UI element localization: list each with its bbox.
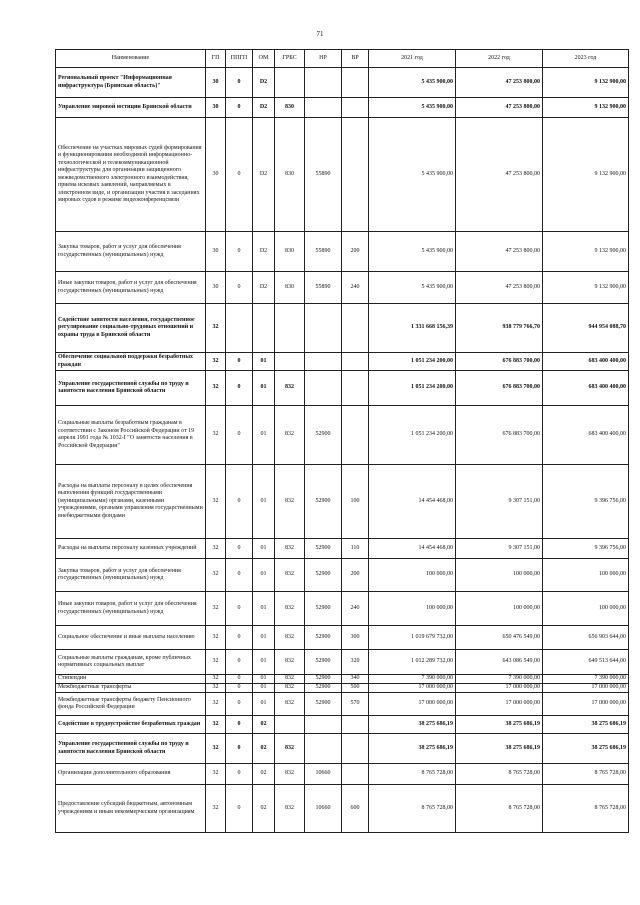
cell-y2023: 944 954 088,70 xyxy=(543,304,629,353)
cell-y2021: 1 331 668 156,39 xyxy=(369,304,456,353)
cell-nr: 55890 xyxy=(305,118,342,232)
table-row xyxy=(56,592,629,626)
cell-name: Социальные выплаты гражданам, кроме публичных нормативных социальных выплат xyxy=(56,650,206,675)
cell-ppgp: 0 xyxy=(226,232,253,272)
cell-nr: 52900 xyxy=(305,650,342,675)
cell-ppgp: 0 xyxy=(226,559,253,592)
cell-gp: 30 xyxy=(206,232,226,272)
cell-y2023: 649 513 644,00 xyxy=(543,650,629,675)
cell-y2023: 683 400 400,00 xyxy=(543,371,629,406)
cell-nr xyxy=(305,716,342,734)
cell-gp: 32 xyxy=(206,465,226,539)
cell-y2021: 8 765 728,00 xyxy=(369,764,456,785)
header-vr: ВР xyxy=(342,50,369,68)
table-row xyxy=(56,693,629,716)
table-row xyxy=(56,353,629,371)
cell-y2021: 1 051 234 200,00 xyxy=(369,371,456,406)
cell-om: 01 xyxy=(253,406,275,465)
cell-y2023: 683 400 400,00 xyxy=(543,406,629,465)
cell-nr xyxy=(305,304,342,353)
cell-y2023: 9 396 756,00 xyxy=(543,539,629,559)
cell-y2021: 100 000,00 xyxy=(369,559,456,592)
cell-nr xyxy=(305,734,342,764)
cell-ppgp: 0 xyxy=(226,675,253,684)
cell-ppgp: 0 xyxy=(226,764,253,785)
cell-gp: 30 xyxy=(206,272,226,304)
cell-gp: 30 xyxy=(206,98,226,118)
header-2023: 2023 год xyxy=(543,50,629,68)
cell-nr xyxy=(305,371,342,406)
cell-y2021: 14 454 468,00 xyxy=(369,539,456,559)
cell-nr: 52900 xyxy=(305,406,342,465)
cell-y2022: 676 883 700,00 xyxy=(456,406,543,465)
cell-name: Стипендии xyxy=(56,675,206,684)
cell-gp: 32 xyxy=(206,304,226,353)
cell-gp: 32 xyxy=(206,626,226,650)
cell-om: 01 xyxy=(253,592,275,626)
cell-grbs: 830 xyxy=(275,118,305,232)
cell-y2021: 5 435 900,00 xyxy=(369,272,456,304)
cell-ppgp: 0 xyxy=(226,785,253,833)
cell-nr xyxy=(305,68,342,98)
cell-vr: 340 xyxy=(342,675,369,684)
cell-grbs: 832 xyxy=(275,406,305,465)
cell-grbs: 832 xyxy=(275,465,305,539)
header-om: ОМ xyxy=(253,50,275,68)
cell-y2023: 9 132 900,00 xyxy=(543,232,629,272)
cell-y2022: 47 253 800,00 xyxy=(456,98,543,118)
table-row xyxy=(56,650,629,675)
header-2022: 2022 год xyxy=(456,50,543,68)
cell-om: 02 xyxy=(253,716,275,734)
cell-vr xyxy=(342,371,369,406)
cell-ppgp: 0 xyxy=(226,684,253,693)
cell-vr: 300 xyxy=(342,626,369,650)
cell-vr: 200 xyxy=(342,559,369,592)
cell-om: D2 xyxy=(253,68,275,98)
cell-ppgp: 0 xyxy=(226,592,253,626)
cell-grbs: 832 xyxy=(275,592,305,626)
cell-y2023: 683 400 400,00 xyxy=(543,353,629,371)
cell-y2022: 8 765 728,00 xyxy=(456,785,543,833)
cell-om: 01 xyxy=(253,684,275,693)
budget-table xyxy=(55,49,629,833)
cell-y2023: 8 765 728,00 xyxy=(543,764,629,785)
header-grbs: ГРБС xyxy=(275,50,305,68)
cell-nr: 52900 xyxy=(305,626,342,650)
cell-vr: 240 xyxy=(342,272,369,304)
cell-name: Обеспечение на участках мировых судей формирования и функционирования необходимой информационно-технологической и телекоммуникационной инфраструктуры для организации защищенного межведомственного электронного взаимодействия, приема исковых заявлений, направляемых в электронном виде, и организации участия в заседаниях мировых судов в режиме видеоконференцсвязи xyxy=(56,118,206,232)
cell-y2022: 100 000,00 xyxy=(456,592,543,626)
cell-y2022: 47 253 800,00 xyxy=(456,272,543,304)
cell-nr: 52900 xyxy=(305,592,342,626)
cell-y2022: 47 253 800,00 xyxy=(456,68,543,98)
table-row xyxy=(56,304,629,353)
cell-ppgp: 0 xyxy=(226,539,253,559)
cell-grbs: 832 xyxy=(275,675,305,684)
cell-ppgp: 0 xyxy=(226,650,253,675)
cell-y2021: 1 019 679 732,00 xyxy=(369,626,456,650)
cell-y2023: 656 903 644,00 xyxy=(543,626,629,650)
cell-nr xyxy=(305,353,342,371)
cell-y2022: 38 275 686,19 xyxy=(456,734,543,764)
cell-y2021: 5 435 900,00 xyxy=(369,232,456,272)
cell-y2022: 650 476 549,00 xyxy=(456,626,543,650)
cell-om: 01 xyxy=(253,626,275,650)
cell-y2022: 938 779 766,70 xyxy=(456,304,543,353)
cell-name: Содействие занятости населения, государственное регулирование социально-трудовых отношений и охраны труда в Брянской области xyxy=(56,304,206,353)
cell-gp: 32 xyxy=(206,734,226,764)
cell-gp: 32 xyxy=(206,539,226,559)
page-number: 71 xyxy=(316,30,324,38)
cell-name: Социальное обеспечение и иные выплаты населению xyxy=(56,626,206,650)
cell-nr: 52900 xyxy=(305,539,342,559)
cell-grbs: 832 xyxy=(275,626,305,650)
cell-y2022: 47 253 800,00 xyxy=(456,118,543,232)
cell-ppgp: 0 xyxy=(226,734,253,764)
cell-grbs: 832 xyxy=(275,371,305,406)
cell-gp: 32 xyxy=(206,675,226,684)
cell-om: 01 xyxy=(253,465,275,539)
cell-vr: 110 xyxy=(342,539,369,559)
cell-y2021: 1 051 234 200,00 xyxy=(369,353,456,371)
cell-vr xyxy=(342,68,369,98)
table-row xyxy=(56,684,629,693)
cell-name: Иные закупки товаров, работ и услуг для обеспечения государственных (муниципальных) нужд xyxy=(56,272,206,304)
cell-ppgp: 0 xyxy=(226,371,253,406)
cell-y2022: 8 765 728,00 xyxy=(456,764,543,785)
table-row xyxy=(56,675,629,684)
header-gp: ГП xyxy=(206,50,226,68)
cell-ppgp: 0 xyxy=(226,98,253,118)
cell-ppgp xyxy=(226,304,253,353)
cell-ppgp: 0 xyxy=(226,693,253,716)
cell-y2023: 17 000 000,00 xyxy=(543,693,629,716)
cell-name: Региональный проект "Информационная инфраструктура (Брянская область)" xyxy=(56,68,206,98)
cell-y2021: 38 275 686,19 xyxy=(369,734,456,764)
table-row xyxy=(56,371,629,406)
table-row xyxy=(56,539,629,559)
cell-vr: 600 xyxy=(342,785,369,833)
cell-y2023: 9 132 900,00 xyxy=(543,272,629,304)
cell-name: Социальные выплаты безработным гражданам в соответствии с Законом Российской Федерации от 19 апреля 1991 года № 1032-I "О занятости населения в Российской Федерации" xyxy=(56,406,206,465)
cell-y2021: 38 275 686,19 xyxy=(369,716,456,734)
cell-om: 02 xyxy=(253,785,275,833)
table-body xyxy=(56,68,629,833)
cell-name: Предоставление субсидий бюджетным, автономным учреждениям и иным некоммерческим организациям xyxy=(56,785,206,833)
cell-grbs: 832 xyxy=(275,764,305,785)
cell-vr xyxy=(342,304,369,353)
cell-name: Иные закупки товаров, работ и услуг для обеспечения государственных (муниципальных) нужд xyxy=(56,592,206,626)
cell-y2023: 17 000 000,00 xyxy=(543,684,629,693)
cell-grbs xyxy=(275,68,305,98)
cell-y2021: 17 000 000,00 xyxy=(369,684,456,693)
header-nr: НР xyxy=(305,50,342,68)
table-row xyxy=(56,118,629,232)
table-row xyxy=(56,232,629,272)
table-header-row xyxy=(56,50,629,68)
cell-grbs: 832 xyxy=(275,693,305,716)
cell-y2023: 7 390 000,00 xyxy=(543,675,629,684)
cell-gp: 32 xyxy=(206,693,226,716)
cell-ppgp: 0 xyxy=(226,68,253,98)
cell-ppgp: 0 xyxy=(226,406,253,465)
table-row xyxy=(56,465,629,539)
table-row xyxy=(56,98,629,118)
cell-nr: 52900 xyxy=(305,559,342,592)
cell-y2023: 100 000,00 xyxy=(543,559,629,592)
cell-vr: 570 xyxy=(342,693,369,716)
cell-vr xyxy=(342,716,369,734)
cell-name: Закупка товаров, работ и услуг для обеспечения государственных (муниципальных) нужд xyxy=(56,559,206,592)
cell-gp: 30 xyxy=(206,118,226,232)
cell-gp: 32 xyxy=(206,764,226,785)
table-row xyxy=(56,559,629,592)
cell-grbs: 832 xyxy=(275,785,305,833)
cell-grbs: 832 xyxy=(275,559,305,592)
cell-y2022: 9 307 151,00 xyxy=(456,539,543,559)
cell-vr xyxy=(342,764,369,785)
cell-vr xyxy=(342,98,369,118)
cell-name: Организации дополнительного образования xyxy=(56,764,206,785)
cell-y2022: 676 883 700,00 xyxy=(456,353,543,371)
cell-gp: 32 xyxy=(206,650,226,675)
cell-name: Управление государственной службы по труду и занятости населения Брянской области xyxy=(56,734,206,764)
cell-gp: 32 xyxy=(206,406,226,465)
cell-ppgp: 0 xyxy=(226,716,253,734)
cell-name: Расходы на выплаты персоналу в целях обеспечения выполнения функций государственными (муниципальными) органами, казенными учреждениями, органами управления государственными внебюджетными фондами xyxy=(56,465,206,539)
cell-y2021: 1 051 234 200,00 xyxy=(369,406,456,465)
header-ppgp: ППГП xyxy=(226,50,253,68)
cell-grbs: 832 xyxy=(275,734,305,764)
cell-nr: 52900 xyxy=(305,465,342,539)
cell-om: D2 xyxy=(253,118,275,232)
cell-gp: 32 xyxy=(206,684,226,693)
cell-y2023: 100 000,00 xyxy=(543,592,629,626)
cell-nr: 10660 xyxy=(305,785,342,833)
cell-ppgp: 0 xyxy=(226,626,253,650)
cell-vr: 200 xyxy=(342,232,369,272)
cell-y2022: 643 086 549,00 xyxy=(456,650,543,675)
cell-y2021: 5 435 900,00 xyxy=(369,98,456,118)
cell-ppgp: 0 xyxy=(226,118,253,232)
cell-nr: 52900 xyxy=(305,693,342,716)
cell-y2022: 17 000 000,00 xyxy=(456,693,543,716)
cell-gp: 32 xyxy=(206,785,226,833)
table-row xyxy=(56,764,629,785)
cell-y2021: 17 000 000,00 xyxy=(369,693,456,716)
table-row xyxy=(56,406,629,465)
cell-vr: 320 xyxy=(342,650,369,675)
cell-gp: 32 xyxy=(206,592,226,626)
cell-nr xyxy=(305,98,342,118)
cell-om: 01 xyxy=(253,693,275,716)
cell-y2022: 100 000,00 xyxy=(456,559,543,592)
cell-ppgp: 0 xyxy=(226,353,253,371)
cell-vr xyxy=(342,734,369,764)
cell-y2023: 9 132 900,00 xyxy=(543,118,629,232)
cell-name: Содействие в трудоустройстве безработных граждан xyxy=(56,716,206,734)
cell-y2023: 9 132 900,00 xyxy=(543,68,629,98)
cell-nr: 52900 xyxy=(305,675,342,684)
cell-om: 01 xyxy=(253,371,275,406)
cell-om xyxy=(253,304,275,353)
cell-om: 01 xyxy=(253,353,275,371)
cell-y2023: 38 275 686,19 xyxy=(543,716,629,734)
cell-y2021: 100 000,00 xyxy=(369,592,456,626)
cell-y2022: 9 307 151,00 xyxy=(456,465,543,539)
header-name: Наименование xyxy=(56,50,206,68)
cell-vr: 100 xyxy=(342,465,369,539)
table-row xyxy=(56,716,629,734)
cell-om: D2 xyxy=(253,232,275,272)
cell-name: Управление государственной службы по труду и занятости населения Брянской области xyxy=(56,371,206,406)
cell-om: 01 xyxy=(253,650,275,675)
cell-y2021: 5 435 900,00 xyxy=(369,68,456,98)
cell-name: Обеспечение социальной поддержки безработных граждан xyxy=(56,353,206,371)
cell-grbs: 832 xyxy=(275,539,305,559)
cell-gp: 32 xyxy=(206,353,226,371)
cell-grbs xyxy=(275,304,305,353)
cell-y2021: 7 390 000,00 xyxy=(369,675,456,684)
header-2021: 2021 год xyxy=(369,50,456,68)
cell-y2022: 47 253 800,00 xyxy=(456,232,543,272)
cell-gp: 32 xyxy=(206,716,226,734)
cell-vr xyxy=(342,353,369,371)
cell-y2023: 38 275 686,19 xyxy=(543,734,629,764)
cell-name: Межбюджетные трансферты xyxy=(56,684,206,693)
cell-nr: 55890 xyxy=(305,272,342,304)
cell-ppgp: 0 xyxy=(226,465,253,539)
cell-gp: 32 xyxy=(206,559,226,592)
cell-nr: 52900 xyxy=(305,684,342,693)
cell-om: 02 xyxy=(253,764,275,785)
cell-om: D2 xyxy=(253,272,275,304)
cell-gp: 32 xyxy=(206,371,226,406)
cell-grbs: 832 xyxy=(275,684,305,693)
cell-nr: 55890 xyxy=(305,232,342,272)
cell-ppgp: 0 xyxy=(226,272,253,304)
cell-name: Межбюджетные трансферты бюджету Пенсионного фонда Российской Федерации xyxy=(56,693,206,716)
cell-name: Закупка товаров, работ и услуг для обеспечения государственных (муниципальных) нужд xyxy=(56,232,206,272)
cell-om: 01 xyxy=(253,559,275,592)
table-row xyxy=(56,272,629,304)
cell-y2022: 7 390 000,00 xyxy=(456,675,543,684)
cell-y2023: 9 396 756,00 xyxy=(543,465,629,539)
cell-om: 01 xyxy=(253,539,275,559)
cell-gp: 30 xyxy=(206,68,226,98)
cell-name: Расходы на выплаты персоналу казенных учреждений xyxy=(56,539,206,559)
cell-vr xyxy=(342,118,369,232)
cell-y2023: 9 132 900,00 xyxy=(543,98,629,118)
cell-y2022: 38 275 686,19 xyxy=(456,716,543,734)
cell-y2021: 8 765 728,00 xyxy=(369,785,456,833)
cell-om: 02 xyxy=(253,734,275,764)
table-row xyxy=(56,68,629,98)
cell-grbs xyxy=(275,716,305,734)
cell-grbs: 830 xyxy=(275,232,305,272)
cell-grbs xyxy=(275,353,305,371)
cell-y2022: 676 883 700,00 xyxy=(456,371,543,406)
cell-y2022: 17 000 000,00 xyxy=(456,684,543,693)
cell-vr xyxy=(342,406,369,465)
cell-om: D2 xyxy=(253,98,275,118)
table-row xyxy=(56,785,629,833)
cell-y2021: 5 435 900,00 xyxy=(369,118,456,232)
cell-y2021: 1 012 289 732,00 xyxy=(369,650,456,675)
cell-vr: 500 xyxy=(342,684,369,693)
table-row xyxy=(56,626,629,650)
cell-grbs: 832 xyxy=(275,650,305,675)
cell-grbs: 830 xyxy=(275,98,305,118)
cell-vr: 240 xyxy=(342,592,369,626)
cell-y2021: 14 454 468,00 xyxy=(369,465,456,539)
cell-y2023: 8 765 728,00 xyxy=(543,785,629,833)
cell-name: Управление мировой юстиции Брянской области xyxy=(56,98,206,118)
cell-grbs: 830 xyxy=(275,272,305,304)
cell-nr: 10660 xyxy=(305,764,342,785)
table-row xyxy=(56,734,629,764)
cell-om: 01 xyxy=(253,675,275,684)
